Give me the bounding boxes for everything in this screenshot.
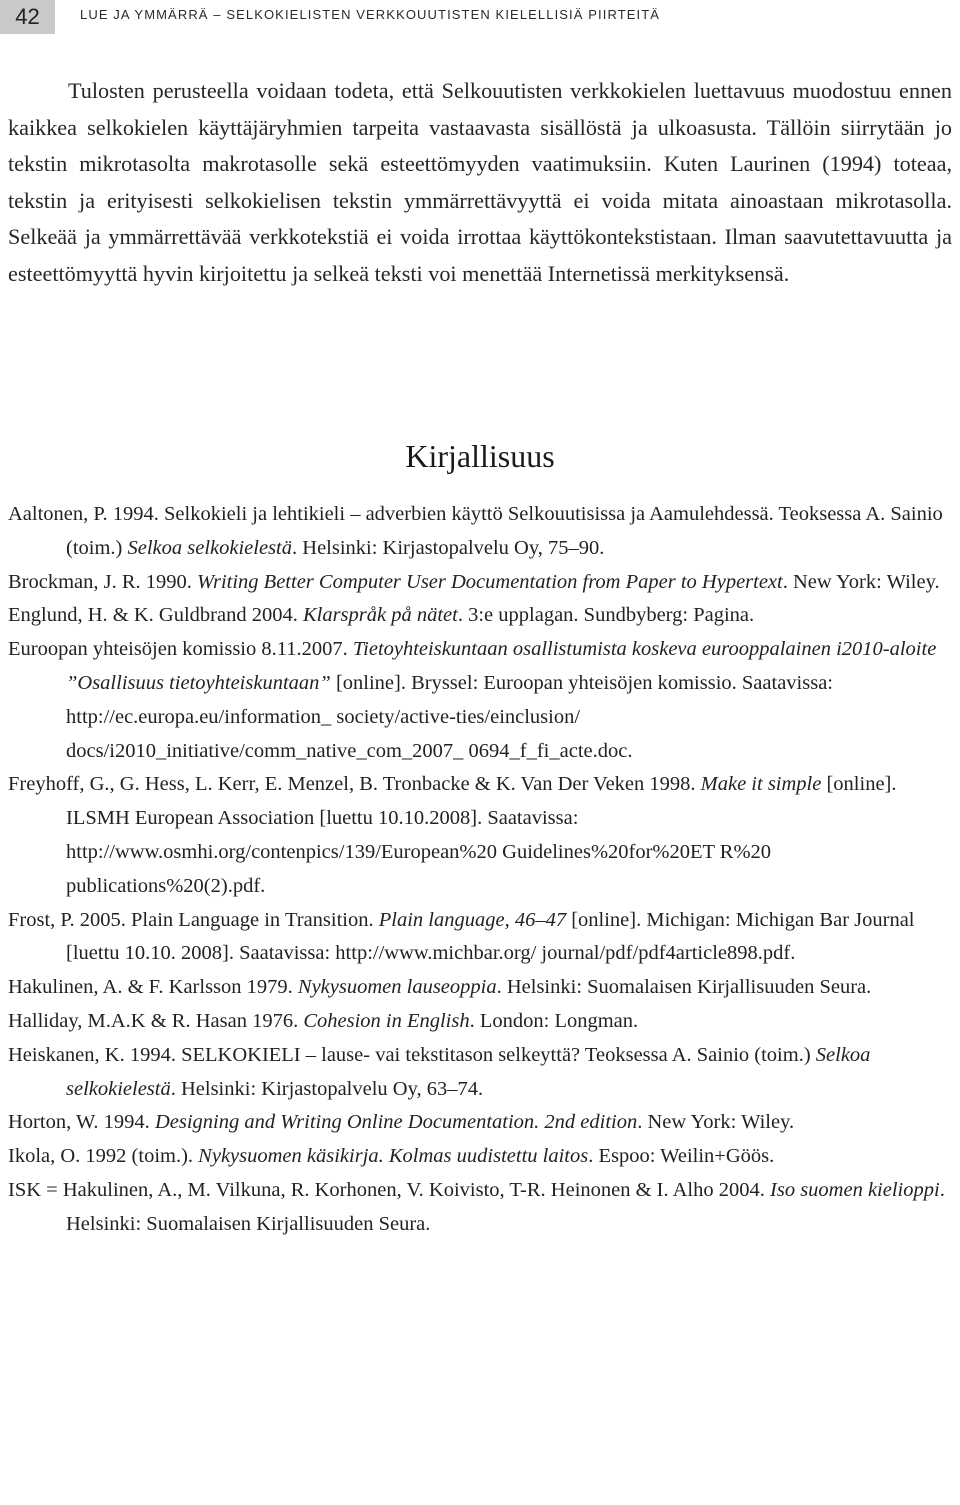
reference-text: . New York: Wiley. bbox=[637, 1111, 795, 1134]
reference-item bbox=[8, 1174, 952, 1242]
reference-item bbox=[8, 599, 952, 633]
reference-text: Aaltonen, P. 1994. Selkokieli ja lehtikieli – adverbien käyttö Selkouutisissa ja Aamulehdessä. Teoksessa A. Sainio (toim.) bbox=[8, 503, 943, 559]
reference-title: Klarspråk på nätet bbox=[302, 604, 458, 627]
reference-item bbox=[8, 498, 952, 566]
reference-text: ISK = Hakulinen, A., M. Vilkuna, R. Korhonen, V. Koivisto, T-R. Heinonen & I. Alho 2004. bbox=[8, 1178, 771, 1201]
section-heading: Kirjallisuus bbox=[405, 438, 555, 474]
reference-item bbox=[8, 904, 952, 972]
reference-title: Make it simple bbox=[700, 773, 822, 796]
reference-text: Brockman, J. R. 1990. bbox=[8, 570, 198, 593]
reference-text: . New York: Wiley. bbox=[782, 570, 940, 593]
reference-text: Euroopan yhteisöjen komissio 8.11.2007. bbox=[8, 638, 353, 661]
reference-text: . Helsinki: Suomalaisen Kirjallisuuden Seura. bbox=[496, 976, 872, 999]
page-header bbox=[0, 0, 960, 34]
reference-text: Freyhoff, G., G. Hess, L. Kerr, E. Menzel, B. Tronbacke & K. Van Der Veken 1998. bbox=[8, 773, 701, 796]
body-paragraph: Tulosten perusteella voidaan todeta, että Selkouutisten verkkokielen luettavuus muodostuu ennen kaikkea selkokielen käyttäjäryhmien tarpeita vastaavasta sisällöstä ja ulkoasusta. Tällöin siirrytään jo tekstin mikrotasolta makrotasolle sekä esteettömyyden vaatimuksiin. Kuten Laurinen (1994) toteaa, tekstin ja erityisesti selkokielisen tekstin ymmärrettävyyttä ei voida mitata ainoastaan mikrotasolla. Selkeää ja ymmärrettävää verkkotekstiä ei voida irrottaa käyttökontekstistaan. Ilman saavutettavuutta ja esteettömyyttä hyvin kirjoitettu ja selkeä teksti voi menettää Internetissä merkityksensä. bbox=[8, 78, 952, 286]
reference-item bbox=[8, 1140, 952, 1174]
reference-text: . Helsinki: Suomalaisen Kirjallisuuden Seura. bbox=[66, 1178, 945, 1235]
reference-list bbox=[8, 498, 952, 1242]
reference-item bbox=[8, 971, 952, 1005]
reference-item bbox=[8, 1039, 952, 1107]
reference-text: Englund, H. & K. Guldbrand 2004. bbox=[8, 604, 303, 627]
page-number: 42 bbox=[0, 0, 55, 34]
reference-title: Cohesion in English bbox=[303, 1009, 470, 1032]
reference-text: Ikola, O. 1992 (toim.). bbox=[8, 1145, 199, 1168]
reference-title: Selkoa selkokielestä bbox=[127, 536, 293, 559]
reference-text: Frost, P. 2005. Plain Language in Transition. bbox=[8, 908, 379, 931]
reference-title: Iso suomen kielioppi bbox=[770, 1178, 940, 1201]
reference-text: [online]. Michigan: Michigan Bar Journal [luettu 10.10. 2008]. Saatavissa: http://www.michbar.org/ journal/pdf/pdf4article898.pdf. bbox=[66, 908, 915, 965]
reference-item bbox=[8, 566, 952, 600]
running-head: LUE JA YMMÄRRÄ – SELKOKIELISTEN VERKKOUUTISTEN KIELELLISIÄ PIIRTEITÄ bbox=[80, 7, 661, 22]
reference-title: Nykysuomen käsikirja. Kolmas uudistettu laitos bbox=[198, 1145, 589, 1168]
reference-title: Tietoyhteiskuntaan osallistumista koskeva eurooppalainen i2010-aloite ”Osallisuus tietoyhteiskuntaan” bbox=[66, 638, 937, 694]
reference-title: Selkoa selkokielestä bbox=[66, 1043, 871, 1100]
reference-text: . Helsinki: Kirjastopalvelu Oy, 63–74. bbox=[170, 1077, 484, 1100]
reference-item bbox=[8, 768, 952, 903]
reference-text: Hakulinen, A. & F. Karlsson 1979. bbox=[8, 976, 298, 999]
reference-text: . London: Longman. bbox=[469, 1009, 639, 1032]
reference-text: . Espoo: Weilin+Göös. bbox=[588, 1145, 775, 1168]
reference-text: Heiskanen, K. 1994. SELKOKIELI – lause- vai tekstitason selkeyttä? Teoksessa A. Sainio (toim.) bbox=[8, 1043, 816, 1066]
reference-item bbox=[8, 1106, 952, 1140]
reference-text: . Helsinki: Kirjastopalvelu Oy, 75–90. bbox=[292, 536, 605, 559]
reference-title: Designing and Writing Online Documentation. 2nd edition bbox=[154, 1111, 638, 1134]
reference-text: Horton, W. 1994. bbox=[8, 1111, 155, 1134]
reference-text: . 3:e upplagan. Sundbyberg: Pagina. bbox=[457, 604, 755, 627]
reference-item bbox=[8, 633, 952, 768]
reference-text: Halliday, M.A.K & R. Hasan 1976. bbox=[8, 1009, 304, 1032]
reference-title: Writing Better Computer User Documentation from Paper to Hypertext bbox=[197, 570, 783, 593]
reference-title: Plain language, 46–47 bbox=[378, 908, 567, 931]
reference-text: [online]. ILSMH European Association [luettu 10.10.2008]. Saatavissa: http://www.osmhi.org/contenpics/139/European%20 Guidelines%20for%20ET R%20 publications%20(2).pdf. bbox=[66, 773, 897, 897]
reference-text: [online]. Bryssel: Euroopan yhteisöjen komissio. Saatavissa: http://ec.europa.eu/information_ society/active-ties/einclusion/ docs/i2010_initiative/comm_native_com_2007_ 0694_f_fi_acte.doc. bbox=[66, 671, 833, 762]
reference-title: Nykysuomen lauseoppia bbox=[297, 976, 497, 999]
reference-item bbox=[8, 1005, 952, 1039]
